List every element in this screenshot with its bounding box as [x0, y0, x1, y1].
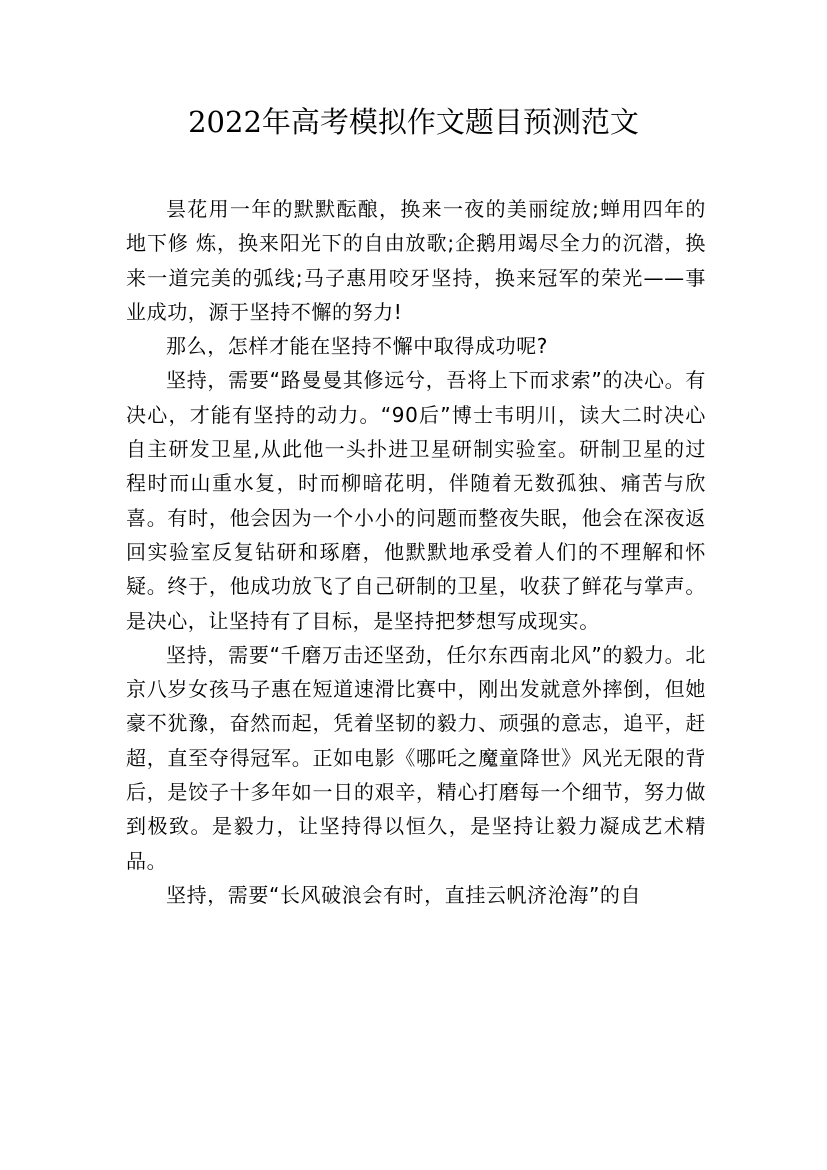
paragraph-question: 那么，怎样才能在坚持不懈中取得成功呢? — [166, 334, 549, 359]
paragraph-perseverance: 坚持，需要“千磨万击还坚劲，任尔东西南北风”的毅力。北京八岁女孩马子惠在短道速滑比赛中，刚出发就意外摔倒，但她豪不犹豫，奋然而起，凭着坚韧的毅力、顽强的意志，追平，赶超，直至夺得冠军。正如电影《哪吒之魔童降世》风光无限的背后，是饺子十多年如一日的艰辛，精心打磨每一个细节，努力做到极致。是毅力，让坚持得以恒久，是坚持让毅力凝成艺术精品。 — [126, 642, 706, 873]
paragraph-confidence: 坚持，需要“长风破浪会有时，直挂云帆济沧海”的自 — [166, 882, 642, 907]
document-title: 2022年高考模拟作文题目预测范文 — [188, 105, 639, 139]
document-body — [126, 192, 706, 912]
paragraph-intro: 昙花用一年的默默酝酿，换来一夜的美丽绽放;蝉用四年的地下修 炼，换来阳光下的自由放歌;企鹅用竭尽全力的沉潜，换来一道完美的弧线;马子惠用咬牙坚持，换来冠军的荣光——事业成功，源于坚持不懈的努力! — [126, 197, 706, 324]
paragraph-determination: 坚持，需要“路曼曼其修远兮，吾将上下而求索”的决心。有决心，才能有坚持的动力。“90后”博士韦明川，读大二时决心自主研发卫星,从此他一头扑进卫星研制实验室。研制卫星的过程时而山重水复，时而柳暗花明，伴随着无数孤独、痛苦与欣喜。有时，他会因为一个小小的问题而整夜失眠，他会在深夜返回实验室反复钻研和琢磨，他默默地承受着人们的不理解和怀疑。终于，他成功放飞了自己研制的卫星，收获了鲜花与掌声。是决心，让坚持有了目标，是坚持把梦想写成现实。 — [126, 368, 706, 633]
